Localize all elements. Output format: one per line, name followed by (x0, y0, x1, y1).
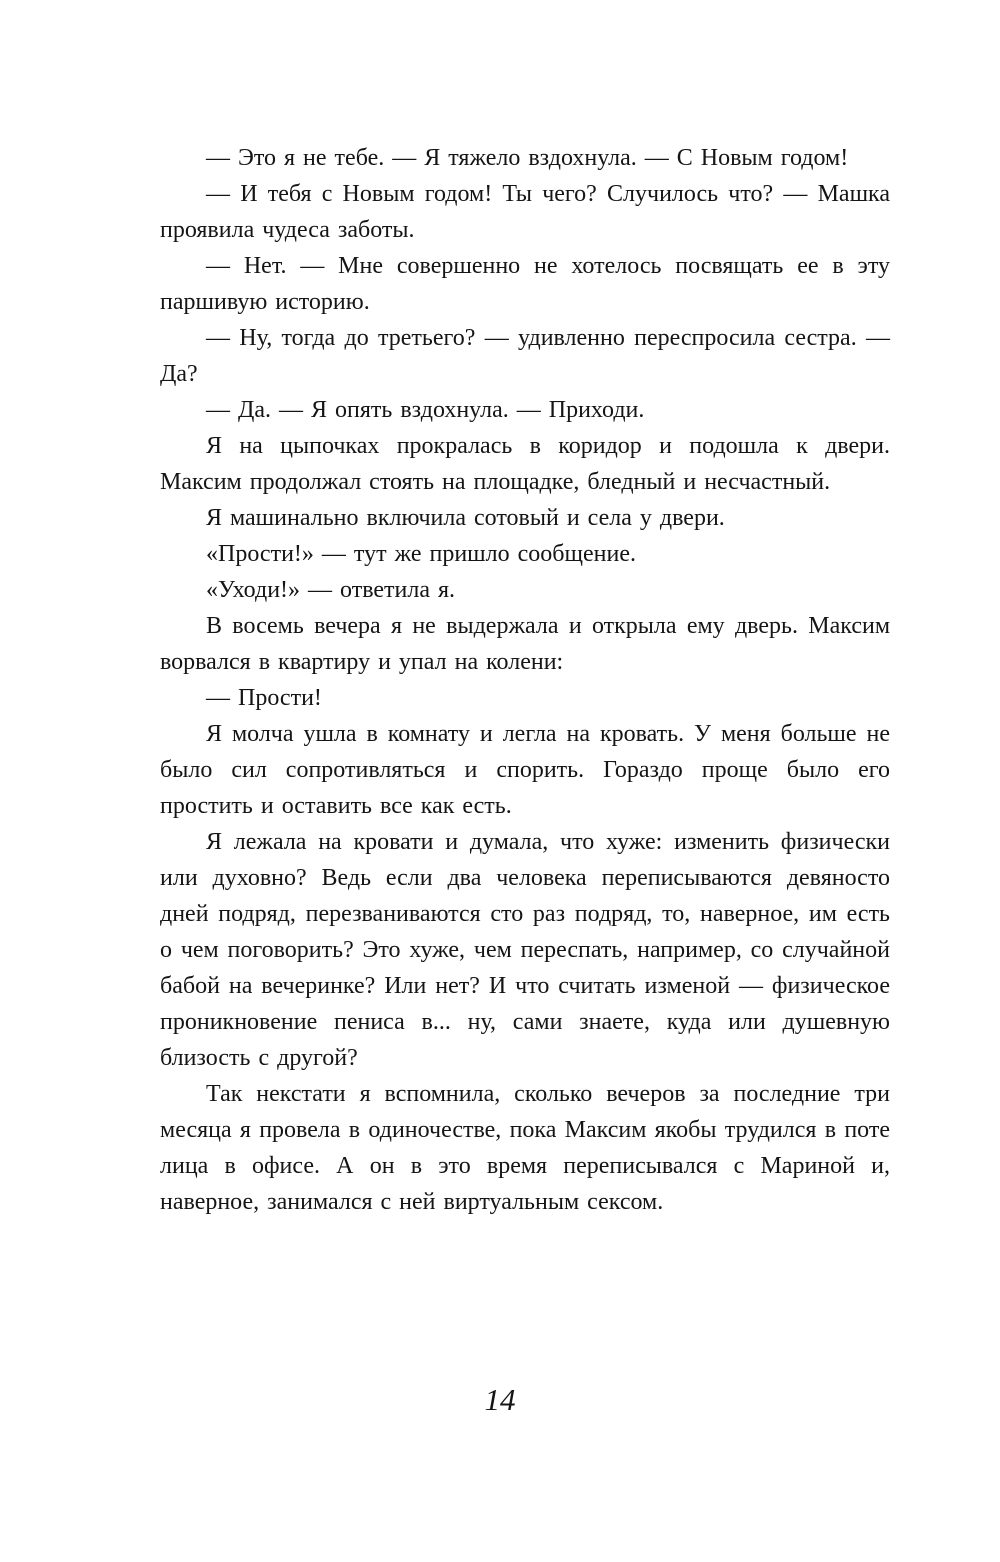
page-text (160, 140, 890, 1220)
paragraph: «Прости!» — тут же пришло сообщение. (206, 541, 636, 567)
paragraph: Так некстати я вспомнила, сколько вечеров за последние три месяца я провела в одиночестве, пока Максим якобы трудился в поте лица в офисе. А он в это время переписывался с Мариной и, наверное, занимался с ней виртуальным сексом. (160, 1081, 890, 1215)
paragraph: В восемь вечера я не выдержала и открыла ему дверь. Максим ворвался в квартиру и упал на колени: (160, 613, 890, 675)
paragraph: Я на цыпочках прокралась в коридор и подошла к двери. Максим продолжал стоять на площадке, бледный и несчастный. (160, 433, 890, 495)
paragraph: Я лежала на кровати и думала, что хуже: изменить физически или духовно? Ведь если два человека переписываются девяносто дней подряд, перезваниваются сто раз подряд, то, наверное, им есть о чем поговорить? Это хуже, чем переспать, например, со случайной бабой на вечеринке? Или нет? И что считать изменой — физическое проникновение пениса в... ну, сами знаете, куда или душевную близость с другой? (160, 829, 890, 1071)
paragraph: Я машинально включила сотовый и села у двери. (206, 505, 725, 531)
paragraph: Я молча ушла в комнату и легла на кровать. У меня больше не было сил сопротивляться и спорить. Гораздо проще было его простить и оставить все как есть. (160, 721, 890, 819)
paragraph: — И тебя с Новым годом! Ты чего? Случилось что? — Машка проявила чудеса заботы. (160, 181, 890, 243)
paragraph: — Прости! (206, 685, 322, 711)
paragraph: «Уходи!» — ответила я. (206, 577, 456, 603)
paragraph: — Нет. — Мне совершенно не хотелось посвящать ее в эту паршивую историю. (160, 253, 890, 315)
paragraph: — Да. — Я опять вздохнула. — Приходи. (206, 397, 645, 423)
paragraph: — Это я не тебе. — Я тяжело вздохнула. — С Новым годом! (206, 145, 849, 171)
page-number: 14 (484, 1382, 516, 1417)
paragraph: — Ну, тогда до третьего? — удивленно переспросила сестра. — Да? (160, 325, 890, 387)
